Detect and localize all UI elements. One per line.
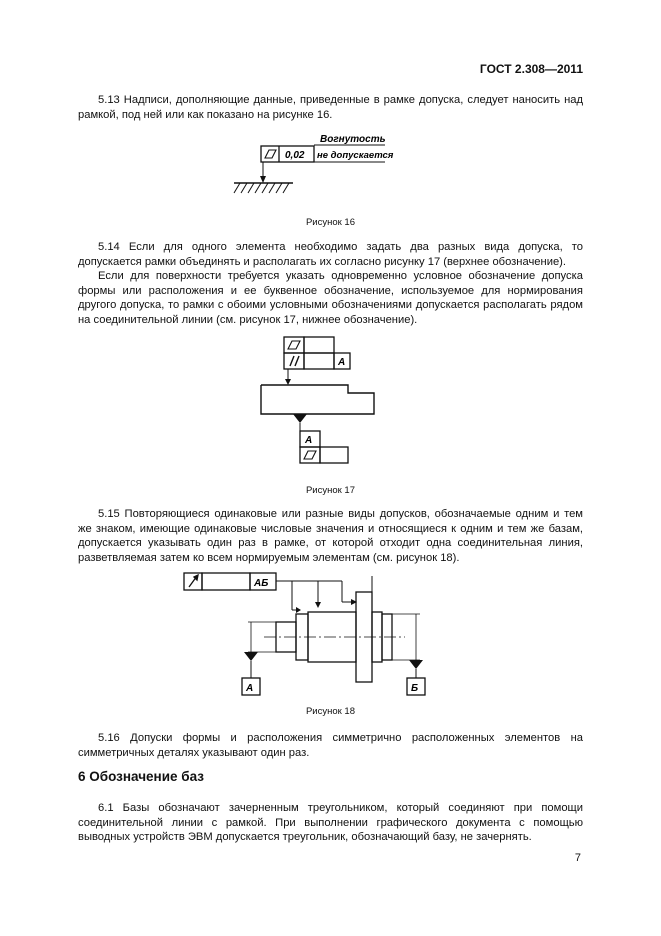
- parallelism-icon: [290, 356, 299, 366]
- figure-18-caption: Рисунок 18: [305, 706, 356, 717]
- flatness-icon: [304, 451, 316, 459]
- fig18-datum-left: А: [246, 683, 254, 694]
- figure-16-caption: Рисунок 16: [305, 217, 356, 228]
- flatness-icon: [288, 341, 300, 349]
- fig18-datums-frame: АБ: [254, 578, 269, 589]
- fig17-part-outline: [261, 385, 374, 414]
- datum-triangle: [244, 652, 258, 661]
- paragraph-5-13: 5.13 Надписи, дополняющие данные, приведенные в рамке допуска, следует наносить над рамкой, под ней или как показано на рисунке 16.: [78, 94, 583, 121]
- fig18-datum-right: Б: [411, 683, 419, 694]
- paragraph-5-16: 5.16 Допуски формы и расположения симметрично расположенных элементов на симметричных деталях указывают один раз.: [78, 732, 583, 759]
- fig16-note-line1: Вогнутость: [320, 134, 386, 145]
- paragraph-5-14b: Если для поверхности требуется указать одновременно условное обозначение допуска формы или расположения и ее буквенное обозначение, используемое для нормирования другого допуска, то рамки с обоими условными обозначениями допускается располагать рядом на соединительной линии (см. рисунок 17, нижнее обозначение).: [78, 270, 583, 326]
- datum-triangle: [409, 660, 423, 669]
- figure-18: [180, 570, 440, 700]
- page-number: 7: [574, 852, 581, 864]
- paragraph-5-15: 5.15 Повторяющиеся одинаковые или разные виды допусков, обозначаемые одним и тем же знаком, имеющие одинаковые числовые значения и относящиеся к одним и тем же базам, допускается указывать один раз в рамке, от которой отходит одна соединительная линия, разветвляемая затем ко всем нормируемым элементам (см. рисунок 18).: [78, 508, 583, 564]
- fig16-value: 0,02: [285, 150, 305, 161]
- runout-icon: [189, 575, 198, 587]
- datum-triangle: [293, 414, 307, 423]
- fig17-datum-top: А: [338, 357, 346, 368]
- figure-17-caption: Рисунок 17: [305, 485, 356, 496]
- paragraph-6-1: 6.1 Базы обозначают зачерненным треугольником, который соединяют при помощи соединительной линии с рамкой. При выполнении графического документа с помощью выводных устройств ЭВМ допускается треугольник, обозначающий базу, не зачернять.: [78, 802, 583, 844]
- fig16-note-line2: не допускается: [317, 150, 394, 161]
- flatness-icon: [265, 150, 276, 158]
- section-heading: 6 Обозначение баз: [78, 769, 204, 784]
- figure-16: [225, 130, 395, 200]
- document-header: ГОСТ 2.308—2011: [479, 62, 583, 76]
- paragraph-5-14a: 5.14 Если для одного элемента необходимо задать два разных вида допуска, то допускается рамки объединять и располагать их согласно рисунку 17 (верхнее обозначение).: [78, 241, 583, 268]
- fig17-datum-bottom: А: [305, 435, 313, 446]
- figure-17: [260, 336, 380, 466]
